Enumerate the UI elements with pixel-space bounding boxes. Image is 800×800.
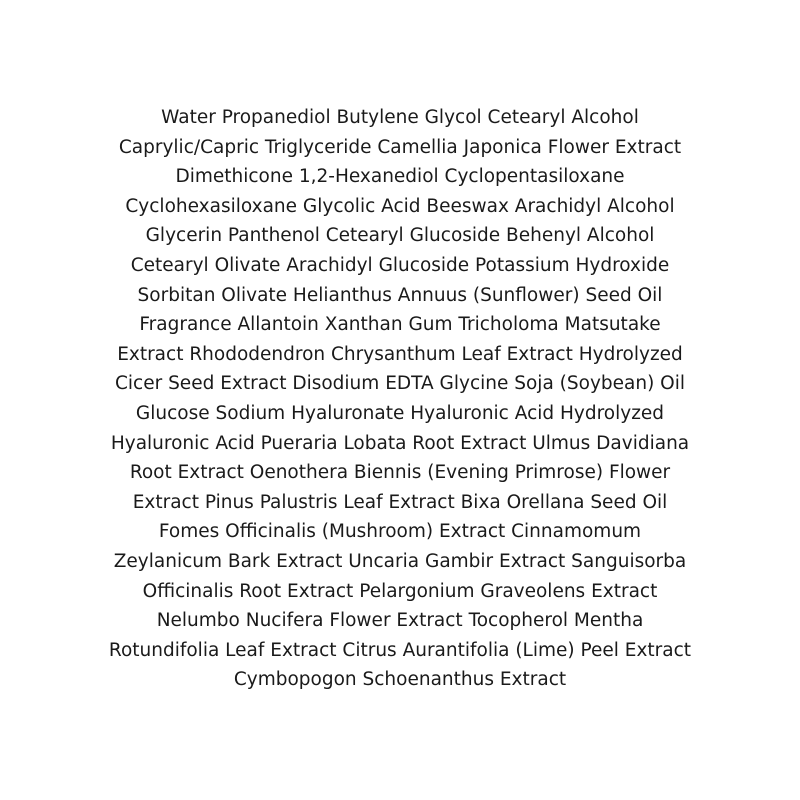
ingredient-line-17: Officinalis Root Extract Pelargonium Graveolens Extract	[142, 580, 658, 602]
ingredient-line-20: Cymbopogon Schoenanthus Extract	[233, 669, 567, 691]
ingredient-line-3: Dimethicone 1,2-Hexanediol Cyclopentasiloxane	[175, 166, 625, 188]
ingredient-line-6: Cetearyl Olivate Arachidyl Glucoside Potassium Hydroxide	[130, 254, 670, 276]
ingredient-line-12: Hyaluronic Acid Pueraria Lobata Root Extract Ulmus Davidiana	[110, 432, 690, 454]
ingredient-line-18: Nelumbo Nucifera Flower Extract Tocopherol Mentha	[156, 610, 644, 632]
ingredient-line-11: Glucose Sodium Hyaluronate Hyaluronic Acid Hydrolyzed	[135, 402, 665, 424]
ingredient-line-16: Zeylanicum Bark Extract Uncaria Gambir Extract Sanguisorba	[113, 550, 687, 572]
ingredient-line-15: Fomes Officinalis (Mushroom) Extract Cinnamomum	[158, 521, 642, 543]
ingredient-line-2: Caprylic/Capric Triglyceride Camellia Japonica Flower Extract	[118, 136, 682, 158]
ingredient-line-9: Extract Rhododendron Chrysanthum Leaf Extract Hydrolyzed	[117, 343, 683, 365]
ingredient-line-1: Water Propanediol Butylene Glycol Cetearyl Alcohol	[161, 107, 639, 128]
ingredient-line-7: Sorbitan Olivate Helianthus Annuus (Sunflower) Seed Oil	[137, 284, 663, 306]
ingredient-line-4: Cyclohexasiloxane Glycolic Acid Beeswax Arachidyl Alcohol	[125, 195, 675, 217]
ingredient-line-14: Extract Pinus Palustris Leaf Extract Bixa Orellana Seed Oil	[132, 491, 668, 513]
ingredient-line-13: Root Extract Oenothera Biennis (Evening Primrose) Flower	[129, 462, 671, 484]
ingredient-line-5: Glycerin Panthenol Cetearyl Glucoside Behenyl Alcohol	[145, 225, 655, 247]
ingredient-line-10: Cicer Seed Extract Disodium EDTA Glycine Soja (Soybean) Oil	[114, 373, 686, 395]
ingredient-list	[0, 103, 800, 695]
ingredient-line-8: Fragrance Allantoin Xanthan Gum Tricholoma Matsutake	[139, 314, 661, 336]
ingredient-line-19: Rotundifolia Leaf Extract Citrus Aurantifolia (Lime) Peel Extract	[108, 639, 692, 661]
